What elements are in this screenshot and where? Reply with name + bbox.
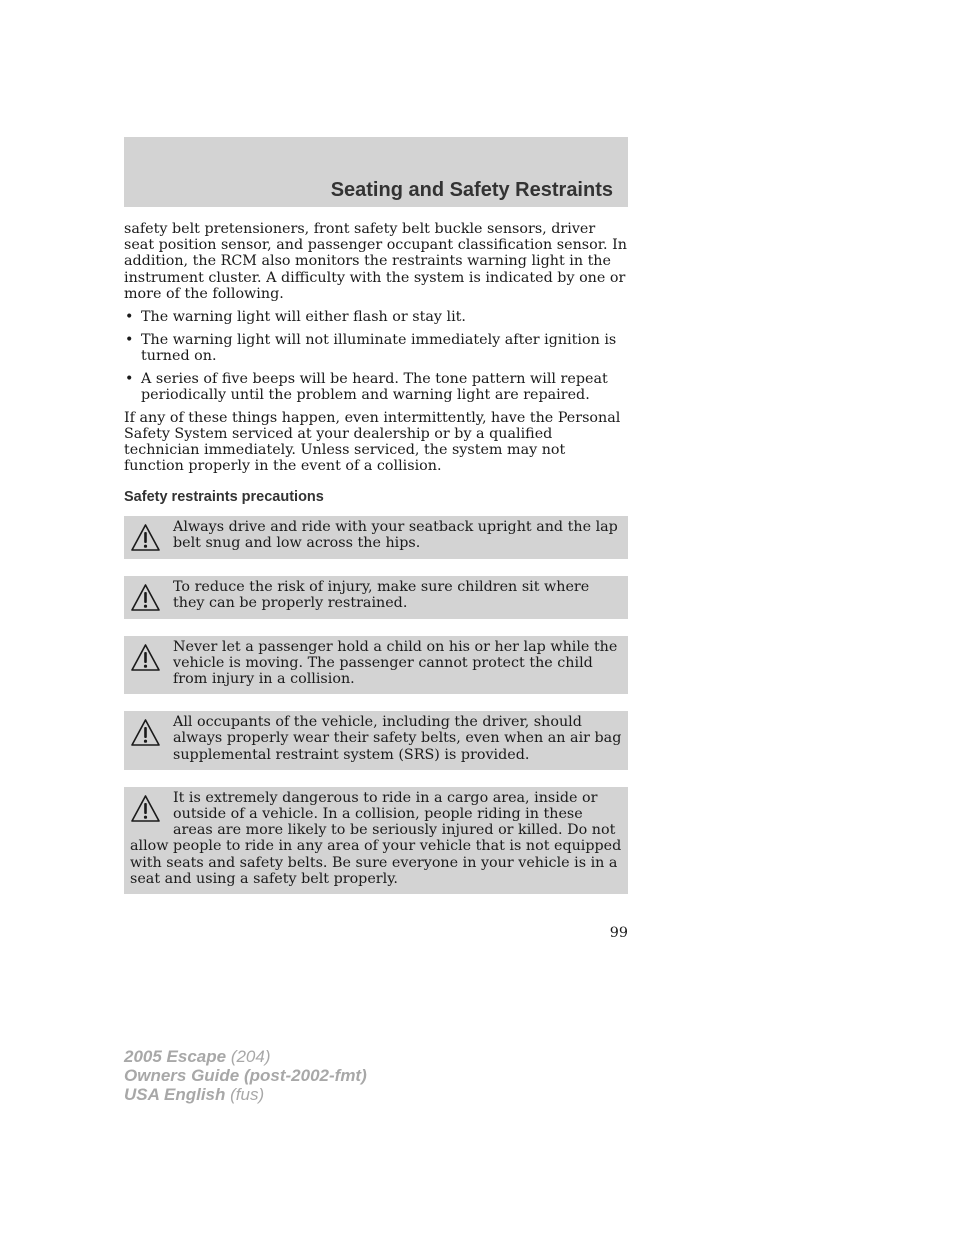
footer-line-language xyxy=(124,1085,367,1104)
footer-language: USA English xyxy=(124,1085,226,1104)
intro-paragraph: safety belt pretensioners, front safety belt buckle sensors, driver seat position sensor, and passenger occupant classification sensor. In addition, the RCM also monitors the restraints warning light in the instrument cluster. A difficulty with the system is indicated by one or more of the following. xyxy=(124,221,627,302)
bullet-text: The warning light will not illuminate immediately after ignition is turned on. xyxy=(141,331,617,365)
list-item xyxy=(124,332,628,364)
footer-language-code: (fus) xyxy=(225,1085,265,1104)
warning-box xyxy=(124,516,628,559)
section-header-bar xyxy=(124,137,628,207)
bullet-dot: • xyxy=(125,331,134,348)
warning-triangle-icon xyxy=(130,583,161,612)
bullet-dot: • xyxy=(125,370,134,387)
warning-box xyxy=(124,711,628,770)
warning-text: Always drive and ride with your seatback upright and the lap belt snug and low across the hips. xyxy=(173,518,618,551)
warning-box xyxy=(124,636,628,695)
footer-line-model xyxy=(124,1047,367,1066)
warning-triangle-icon xyxy=(130,523,161,552)
page-number: 99 xyxy=(609,925,628,941)
followup-paragraph: If any of these things happen, even intermittently, have the Personal Safety System serviced at your dealership or by a qualified technician immediately. Unless serviced, the system may not function properly in the event of a collision. xyxy=(124,409,621,475)
document-footer xyxy=(124,1047,367,1104)
warning-triangle-icon xyxy=(130,794,161,823)
warning-text: Never let a passenger hold a child on his or her lap while the vehicle is moving. The passenger cannot protect the child from injury in a collision. xyxy=(173,638,618,688)
warning-triangle-icon xyxy=(130,643,161,672)
bullet-text: A series of five beeps will be heard. The tone pattern will repeat periodically until the problem and warning light are repaired. xyxy=(141,370,608,404)
bullet-list xyxy=(124,309,628,403)
bullet-dot: • xyxy=(125,309,134,326)
bullet-text: The warning light will either flash or stay lit. xyxy=(141,309,466,326)
list-item xyxy=(124,309,628,325)
warning-box xyxy=(124,576,628,619)
subsection-heading: Safety restraints precautions xyxy=(124,488,324,505)
footer-model: 2005 Escape xyxy=(124,1047,227,1066)
warning-text: To reduce the risk of injury, make sure children sit where they can be properly restrained. xyxy=(173,578,590,611)
page-content xyxy=(124,221,628,911)
list-item xyxy=(124,371,628,403)
warning-triangle-icon xyxy=(130,718,161,747)
warning-text: All occupants of the vehicle, including the driver, should always properly wear their safety belts, even when an air bag supplemental restraint system (SRS) is provided. xyxy=(173,714,622,763)
warning-box xyxy=(124,787,628,894)
section-title: Seating and Safety Restraints xyxy=(330,179,613,201)
warning-text: It is extremely dangerous to ride in a cargo area, inside or outside of a vehicle. In a collision, people riding in these areas are more likely to be seriously injured or killed. Do not allow people to ride in any area of your vehicle that is not equipped with seats and safety belts. Be sure everyone in your vehicle is in a seat and using a safety belt properly. xyxy=(130,789,622,887)
footer-guide: Owners Guide (post-2002-fmt) xyxy=(124,1066,367,1085)
footer-line-guide xyxy=(124,1066,367,1085)
footer-model-code: (204) xyxy=(226,1047,271,1066)
